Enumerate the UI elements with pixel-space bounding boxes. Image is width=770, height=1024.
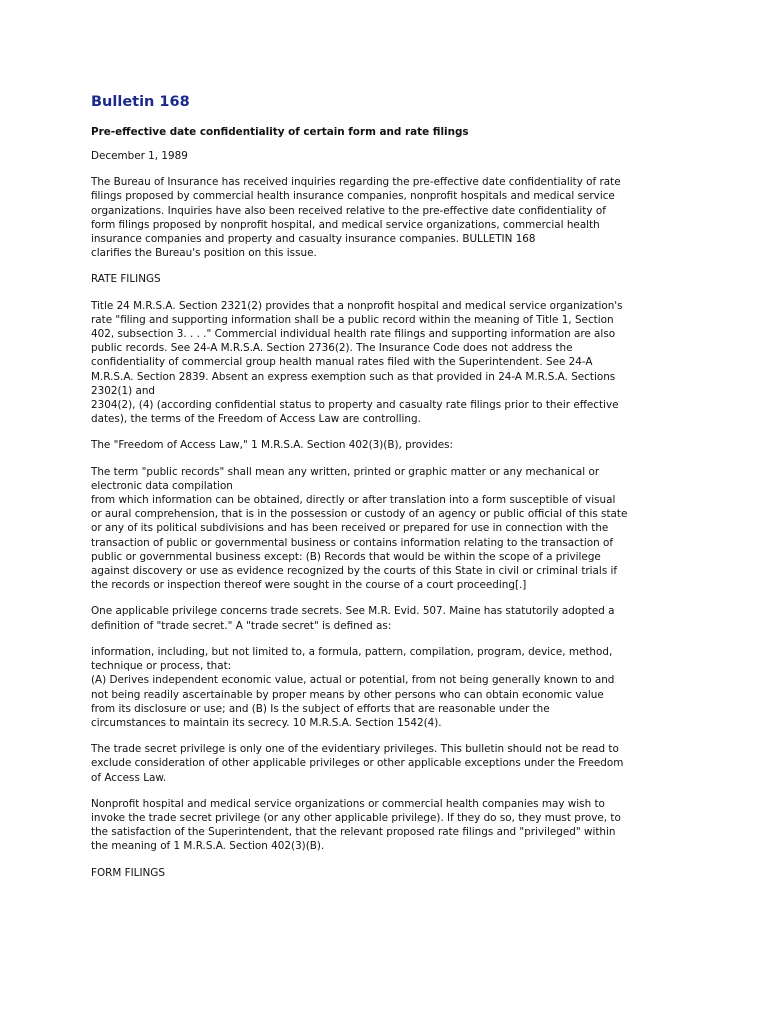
trade-secret-definition: [91, 645, 691, 730]
rate-filings-paragraph: [91, 299, 691, 427]
text-line: circumstances to maintain its secrecy. 10 M.R.S.A. Section 1542(4).: [91, 716, 442, 729]
text-line: dates), the terms of the Freedom of Access Law are controlling.: [91, 413, 421, 426]
text-line: definition of "trade secret." A "trade secret" is defined as:: [91, 619, 392, 632]
text-line: M.R.S.A. Section 2839. Absent an express exemption such as that provided in 24-A M.R.S.A. Sections: [91, 370, 616, 383]
bulletin-document: [91, 92, 691, 892]
text-line: rate "filing and supporting information shall be a public record within the meaning of Title 1, Section: [91, 313, 614, 326]
text-line: electronic data compilation: [91, 479, 233, 492]
text-line: Title 24 M.R.S.A. Section 2321(2) provides that a nonprofit hospital and medical service organization's: [91, 299, 623, 312]
text-line: (A) Derives independent economic value, actual or potential, from not being generally known to and: [91, 674, 615, 687]
text-line: the meaning of 1 M.R.S.A. Section 402(3)(B).: [91, 840, 325, 853]
text-line: insurance companies and property and casualty insurance companies. BULLETIN 168: [91, 233, 536, 246]
text-line: technique or process, that:: [91, 660, 232, 673]
nonprofit-paragraph: [91, 797, 691, 854]
form-filings-heading: FORM FILINGS: [91, 866, 165, 879]
text-line: information, including, but not limited to, a formula, pattern, compilation, program, device, method,: [91, 645, 613, 658]
text-line: public or governmental business except: (B) Records that would be within the scope of a privilege: [91, 550, 601, 563]
bulletin-subtitle: Pre-effective date confidentiality of certain form and rate filings: [91, 126, 469, 138]
text-line: or any of its political subdivisions and has been received or prepared for use in connection with the: [91, 522, 609, 535]
public-records-definition: [91, 465, 691, 593]
text-line: of Access Law.: [91, 771, 167, 784]
privilege-paragraph: [91, 604, 691, 632]
intro-paragraph: [91, 175, 691, 260]
text-line: the satisfaction of the Superintendent, that the relevant proposed rate filings and "privileged" within: [91, 826, 616, 839]
text-line: confidentiality of commercial group health manual rates filed with the Superintendent. See 24-A: [91, 356, 593, 369]
text-line: transaction of public or governmental business or contains information relating to the transaction of: [91, 536, 614, 549]
text-line: Nonprofit hospital and medical service organizations or commercial health companies may wish to: [91, 797, 605, 810]
text-line: from its disclosure or use; and (B) Is the subject of efforts that are reasonable under the: [91, 702, 550, 715]
text-line: exclude consideration of other applicable privileges or other applicable exceptions under the Freedom: [91, 757, 624, 770]
trade-secret-privilege-paragraph: [91, 742, 691, 785]
text-line: 2304(2), (4) (according confidential status to property and casualty rate filings prior to their effective: [91, 399, 619, 412]
text-line: One applicable privilege concerns trade secrets. See M.R. Evid. 507. Maine has statutorily adopted a: [91, 605, 615, 618]
text-line: The Bureau of Insurance has received inquiries regarding the pre-effective date confidentiality of rate: [91, 176, 621, 189]
text-line: filings proposed by commercial health insurance companies, nonprofit hospitals and medical service: [91, 190, 615, 203]
text-line: The trade secret privilege is only one of the evidentiary privileges. This bulletin should not be read to: [91, 743, 619, 756]
text-line: from which information can be obtained, directly or after translation into a form susceptible of visual: [91, 494, 616, 507]
text-line: the records or inspection thereof were sought in the course of a court proceeding[.]: [91, 579, 527, 592]
text-line: The term "public records" shall mean any written, printed or graphic matter or any mechanical or: [91, 465, 600, 478]
freedom-of-access-intro: The "Freedom of Access Law," 1 M.R.S.A. Section 402(3)(B), provides:: [91, 439, 454, 452]
page-title: Bulletin 168: [91, 94, 190, 110]
text-line: or aural comprehension, that is in the possession or custody of an agency or public official of this state: [91, 508, 628, 521]
text-line: organizations. Inquiries have also been received relative to the pre-effective date confidentiality of: [91, 204, 606, 217]
text-line: 2302(1) and: [91, 384, 156, 397]
text-line: form filings proposed by nonprofit hospital, and medical service organizations, commercial health: [91, 218, 600, 231]
text-line: public records. See 24-A M.R.S.A. Section 2736(2). The Insurance Code does not address the: [91, 342, 573, 355]
text-line: against discovery or use as evidence recognized by the courts of this State in civil or criminal trials if: [91, 565, 618, 578]
rate-filings-heading: RATE FILINGS: [91, 273, 161, 286]
text-line: 402, subsection 3. . . ." Commercial individual health rate filings and supporting information are also: [91, 328, 616, 341]
bulletin-date: December 1, 1989: [91, 150, 188, 162]
text-line: invoke the trade secret privilege (or any other applicable privilege). If they do so, they must prove, to: [91, 811, 621, 824]
text-line: clarifies the Bureau's position on this issue.: [91, 247, 317, 260]
text-line: not being readily ascertainable by proper means by other persons who can obtain economic value: [91, 688, 604, 701]
